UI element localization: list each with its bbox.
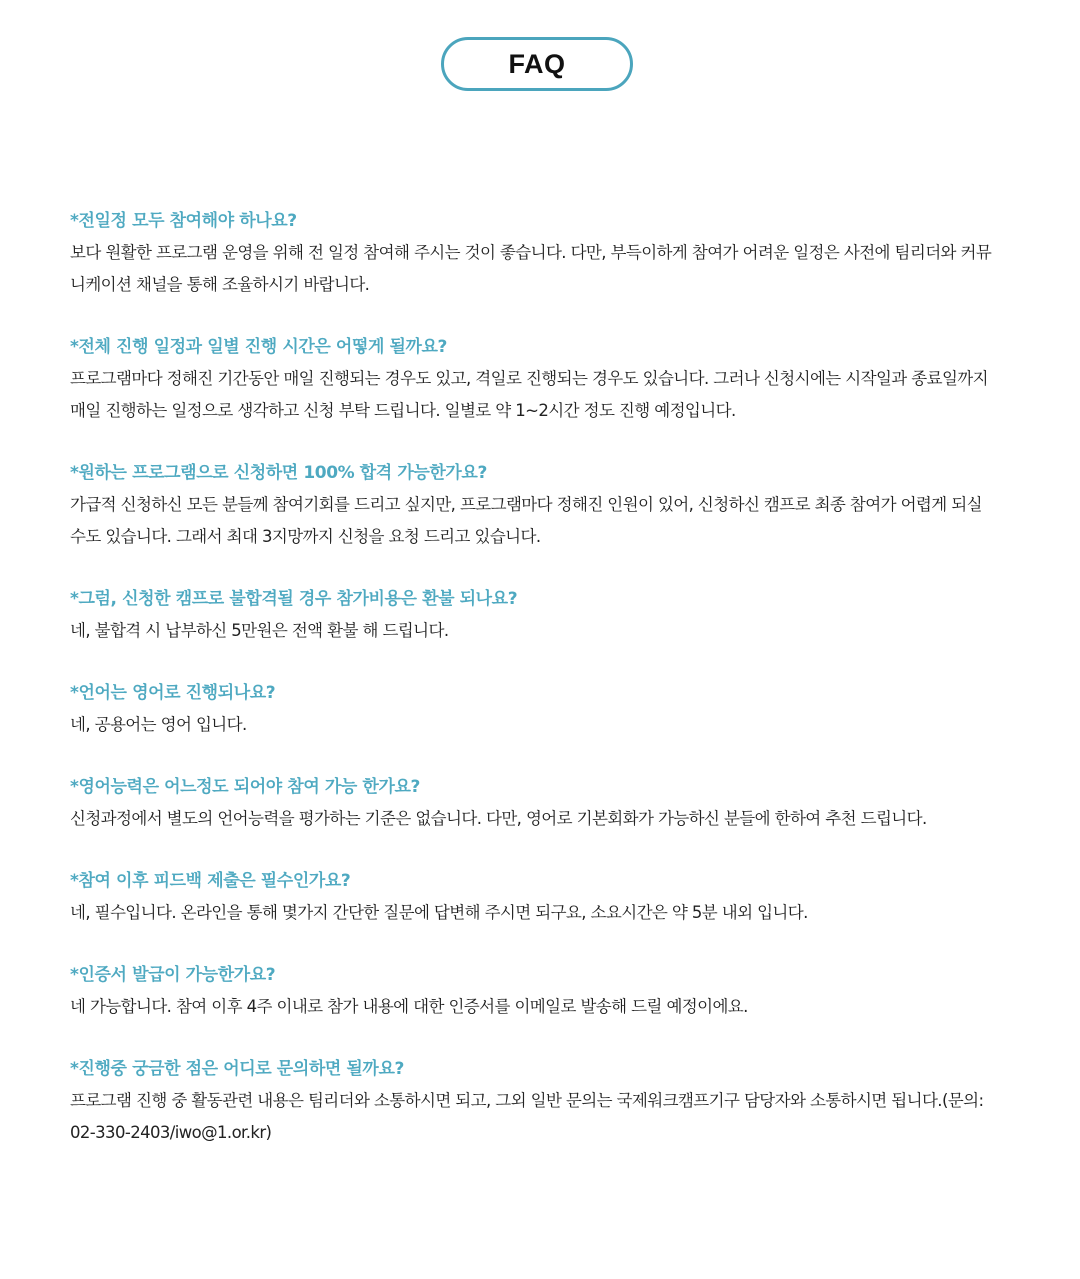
faq-item [70,1053,1010,1149]
faq-item [70,205,1010,301]
faq-item [70,771,1010,835]
faq-question: *전체 진행 일정과 일별 진행 시간은 어떻게 될까요? [70,337,448,357]
faq-item [70,457,1010,553]
faq-item [70,959,1010,1023]
faq-answer: 가급적 신청하신 모든 분들께 참여기회를 드리고 싶지만, 프로그램마다 정해진 인원이 있어, 신청하신 캠프로 최종 참여가 어렵게 되실 수도 있습니다. 그래서 최대 3지망까지 신청을 요청 드리고 있습니다. [70,495,982,546]
faq-answer: 프로그램마다 정해진 기간동안 매일 진행되는 경우도 있고, 격일로 진행되는 경우도 있습니다. 그러나 신청시에는 시작일과 종료일까지 매일 진행하는 일정으로 생각하고 신청 부탁 드립니다. 일별로 약 1~2시간 정도 진행 예정입니다. [70,369,988,420]
faq-answer: 네 가능합니다. 참여 이후 4주 이내로 참가 내용에 대한 인증서를 이메일로 발송해 드릴 예정이에요. [70,997,748,1016]
faq-answer: 네, 불합격 시 납부하신 5만원은 전액 환불 해 드립니다. [70,621,449,640]
faq-answer: 보다 원활한 프로그램 운영을 위해 전 일정 참여해 주시는 것이 좋습니다. 다만, 부득이하게 참여가 어려운 일정은 사전에 팀리더와 커뮤니케이션 채널을 통해 조율하시기 바랍니다. [70,243,992,294]
faq-question: *참여 이후 피드백 제출은 필수인가요? [70,871,351,891]
faq-answer: 네, 공용어는 영어 입니다. [70,715,247,734]
faq-answer: 신청과정에서 별도의 언어능력을 평가하는 기준은 없습니다. 다만, 영어로 기본회화가 가능하신 분들에 한하여 추천 드립니다. [70,809,927,828]
faq-item [70,583,1010,647]
faq-question: *인증서 발급이 가능한가요? [70,965,276,985]
faq-question: *언어는 영어로 진행되나요? [70,683,276,703]
faq-question: *그럼, 신청한 캠프로 불합격될 경우 참가비용은 환불 되나요? [70,589,518,609]
faq-item [70,677,1010,741]
faq-question: *원하는 프로그램으로 신청하면 100% 합격 가능한가요? [70,463,487,483]
faq-question: *진행중 궁금한 점은 어디로 문의하면 될까요? [70,1059,404,1079]
faq-question: *전일정 모두 참여해야 하나요? [70,211,297,231]
faq-list [70,205,1010,1179]
faq-item [70,865,1010,929]
faq-answer: 프로그램 진행 중 활동관련 내용은 팀리더와 소통하시면 되고, 그외 일반 문의는 국제워크캠프기구 담당자와 소통하시면 됩니다.(문의: 02-330-2403/iwo@1.or.kr) [70,1091,984,1142]
faq-answer: 네, 필수입니다. 온라인을 통해 몇가지 간단한 질문에 답변해 주시면 되구요, 소요시간은 약 5분 내외 입니다. [70,903,808,922]
faq-question: *영어능력은 어느정도 되어야 참여 가능 한가요? [70,777,420,797]
faq-title: FAQ [508,48,566,79]
faq-title-badge [441,37,633,91]
faq-item [70,331,1010,427]
